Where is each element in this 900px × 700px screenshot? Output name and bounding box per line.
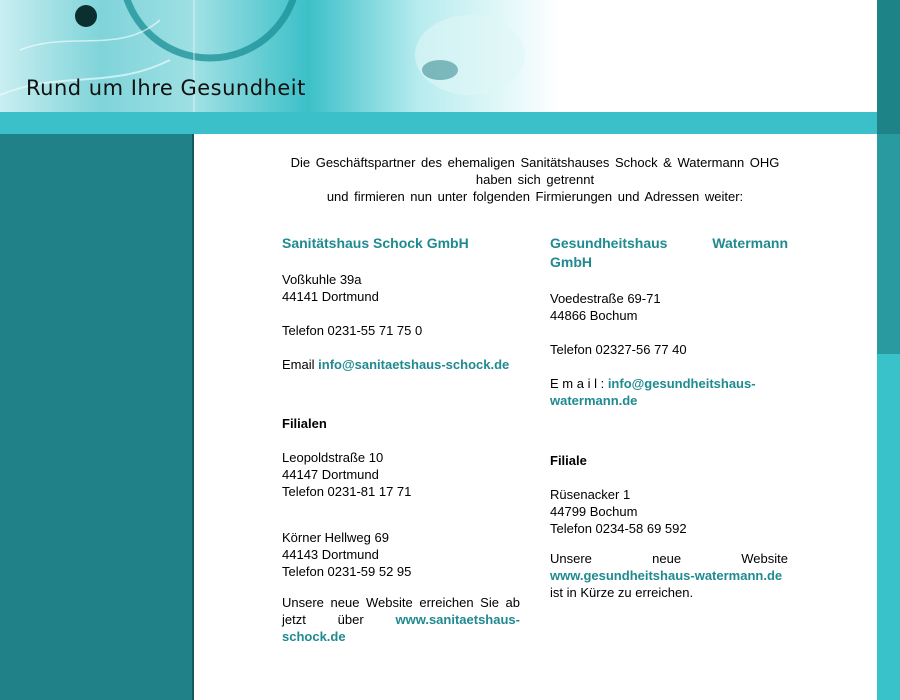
header-banner bbox=[0, 0, 877, 112]
branch-city: 44143 Dortmund bbox=[282, 547, 379, 562]
branch-street: Leopoldstraße 10 bbox=[282, 450, 384, 465]
right-decor-bar bbox=[877, 354, 900, 700]
address-block bbox=[550, 290, 788, 324]
company-name: Gesundheitshaus Watermann GmbH bbox=[550, 235, 788, 270]
intro-text bbox=[282, 154, 788, 205]
header-stripe bbox=[0, 112, 877, 134]
phone: Telefon 0231-55 71 75 0 bbox=[282, 323, 423, 338]
branch-phone: Telefon 0231-59 52 95 bbox=[282, 564, 412, 579]
intro-line: Die Geschäftspartner des ehemaligen Sanitätshauses Schock & Watermann OHG bbox=[290, 155, 780, 170]
right-decor-bar bbox=[877, 134, 900, 354]
right-decor-bar bbox=[877, 0, 900, 134]
branch-heading: Filiale bbox=[550, 453, 587, 468]
street: Voedestraße 69-71 bbox=[550, 291, 661, 306]
branch-block bbox=[282, 529, 520, 580]
city: 44866 Bochum bbox=[550, 308, 638, 323]
website-text: Unsere neue Website bbox=[550, 551, 788, 566]
website-suffix: ist in Kürze zu erreichen. bbox=[550, 585, 694, 600]
site-tagline: Rund um Ihre Gesundheit bbox=[26, 76, 306, 100]
address-block bbox=[282, 271, 520, 305]
website-notice bbox=[550, 550, 788, 601]
branch-block bbox=[282, 449, 520, 500]
phone: Telefon 02327-56 77 40 bbox=[550, 342, 687, 357]
branch-street: Körner Hellweg 69 bbox=[282, 530, 389, 545]
schock-column bbox=[282, 234, 520, 645]
branches-heading: Filialen bbox=[282, 416, 327, 431]
email-link[interactable]: info@gesundheitshaus-watermann.de bbox=[550, 376, 756, 408]
intro-line: und firmieren nun unter folgenden Firmierungen und Adressen weiter: bbox=[326, 189, 744, 204]
email-label: Email bbox=[282, 357, 315, 372]
website-text: Unsere neue Website erreichen Sie ab jetzt über bbox=[282, 595, 520, 627]
email-line bbox=[282, 356, 520, 373]
branch-city: 44147 Dortmund bbox=[282, 467, 379, 482]
email-line bbox=[550, 375, 788, 409]
intro-line: haben sich getrennt bbox=[475, 172, 595, 187]
website-link[interactable]: www.gesundheitshaus-watermann.de bbox=[550, 568, 783, 583]
email-link[interactable]: info@sanitaetshaus-schock.de bbox=[318, 357, 510, 372]
website-notice bbox=[282, 594, 520, 645]
website-link[interactable]: www.sanitaetshaus-schock.de bbox=[282, 612, 520, 644]
branch-block bbox=[550, 486, 788, 537]
branch-phone: Telefon 0231-81 17 71 bbox=[282, 484, 412, 499]
branch-phone: Telefon 0234-58 69 592 bbox=[550, 521, 687, 536]
street: Voßkuhle 39a bbox=[282, 272, 362, 287]
branch-city: 44799 Bochum bbox=[550, 504, 638, 519]
company-name: Sanitätshaus Schock GmbH bbox=[282, 235, 469, 251]
left-side-panel bbox=[0, 134, 192, 700]
city: 44141 Dortmund bbox=[282, 289, 379, 304]
branch-street: Rüsenacker 1 bbox=[550, 487, 631, 502]
watermann-column bbox=[550, 234, 788, 601]
email-label: E m a i l : bbox=[550, 376, 605, 391]
